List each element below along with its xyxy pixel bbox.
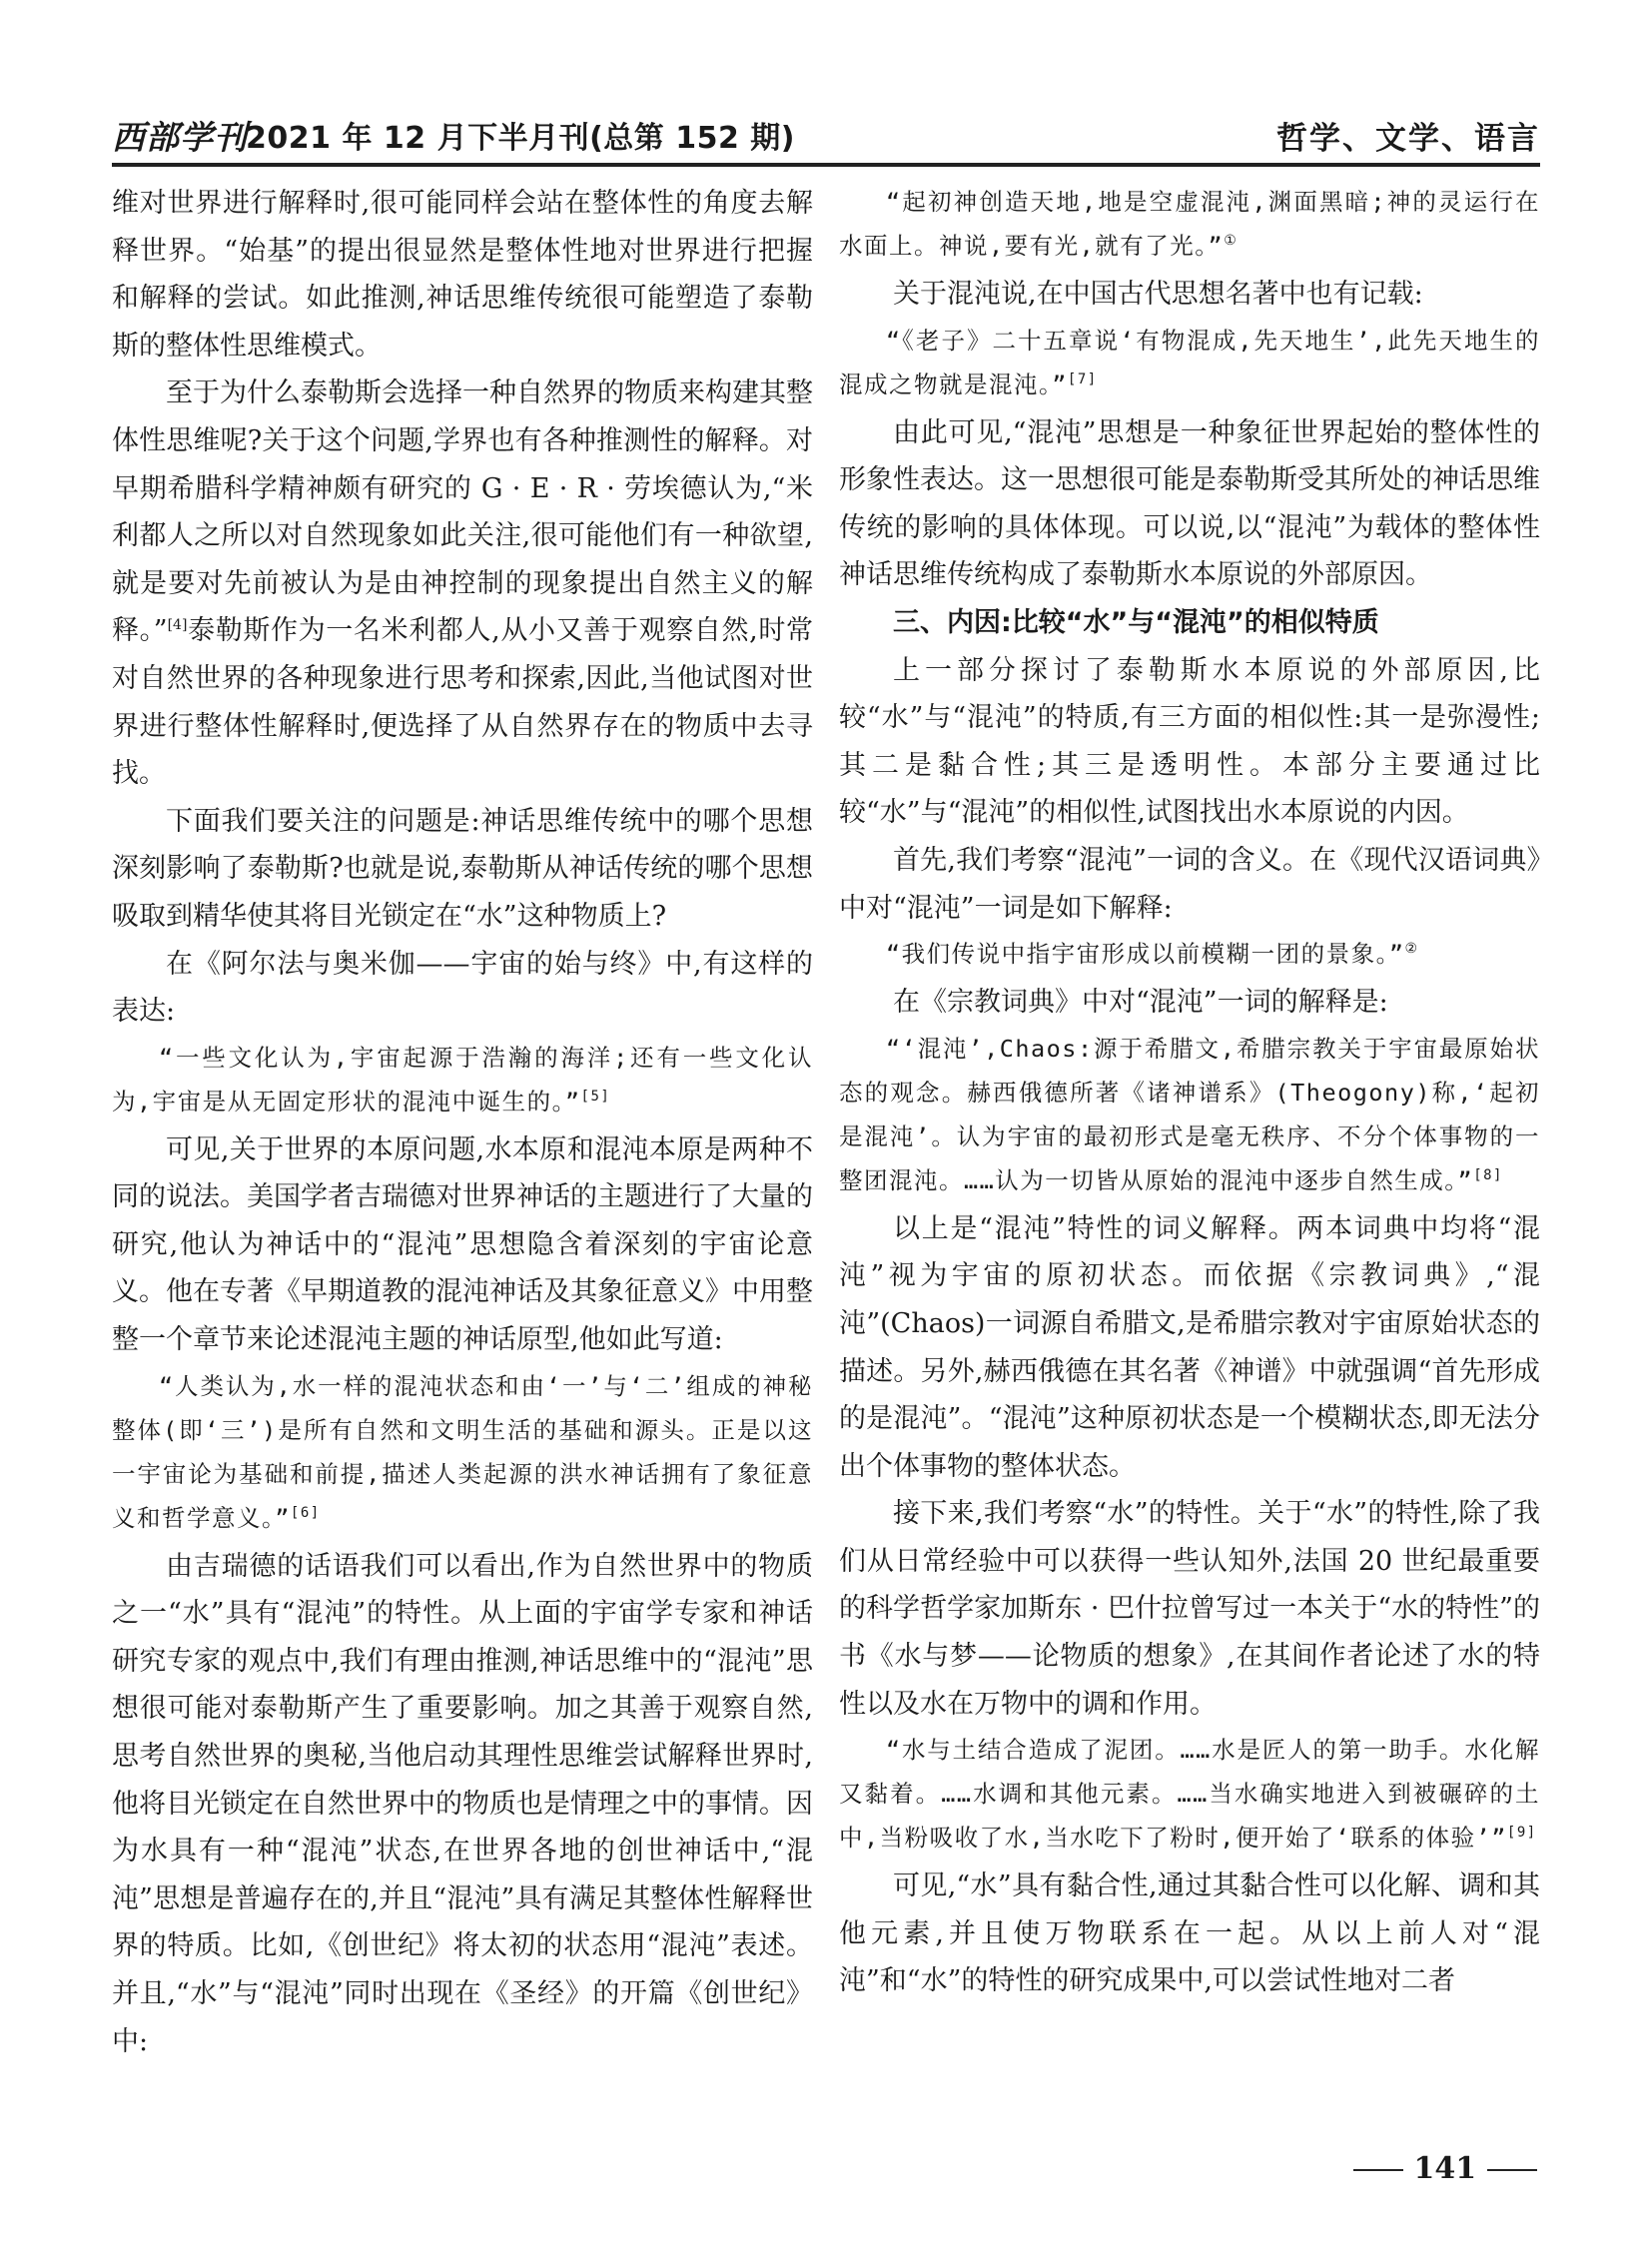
paragraph (839, 409, 1540, 599)
left-column (112, 180, 813, 2065)
page-number-value: 141 (1413, 2151, 1477, 2186)
page-number-dash-left (1353, 2169, 1403, 2171)
paragraph-text: 可见,关于世界的本原问题,水本原和混沌本原是两种不同的说法。美国学者吉瑞德对世界神话的主题进行了大量的研究,他认为神话中的“混沌”思想隐含着深刻的宇宙论意义。他在专著《早期道教的混沌神话及其象征意义》中用整整一个章节来论述混沌主题的神话原型,他如此写道: (112, 1133, 813, 1356)
citation-ref: [9] (1506, 1825, 1537, 1842)
paragraph-text: “我们传说中指宇宙形成以前模糊一团的景象。” (886, 940, 1405, 969)
paragraph-text: 接下来,我们考察“水”的特性。关于“水”的特性,除了我们从日常经验中可以获得一些认知外,法国 20 世纪最重要的科学哲学家加斯东 · 巴什拉曾写过一本关于“水的特性”的书《水与梦——论物质的想象》,在其间作者论述了水的特性以及水在万物中的调和作用。 (839, 1498, 1540, 1720)
paragraph-text: 至于为什么泰勒斯会选择一种自然界的物质来构建其整体性思维呢?关于这个问题,学界也有各种推测性的解释。对早期希腊科学精神颇有研究的 G · E · R · 劳埃德认为,“米利都人之所以对自然现象如此关注,很可能他们有一种欲望,就是要对先前被认为是由神控制的现象提出自然主义的解释。” (112, 377, 813, 647)
paragraph (839, 1863, 1540, 2005)
citation-ref: [4] (167, 617, 188, 634)
paragraph (112, 180, 813, 370)
paragraph (839, 647, 1540, 837)
paragraph-text: 可见,“水”具有黏合性,通过其黏合性可以化解、调和其他元素,并且使万物联系在一起。从以上前人对“混沌”和“水”的特性的研究成果中,可以尝试性地对二者 (839, 1870, 1540, 1997)
paragraph-text: “‘混沌’,Chaos:源于希腊文,希腊宗教关于宇宙最原始状态的观念。赫西俄德所著《诸神谱系》(Theogony)称,‘起初是混沌’。认为宇宙的最初形式是毫无秩序、不分个体事物的一整团混沌。……认为一切皆从原始的混沌中逐步自然生成。” (839, 1034, 1540, 1194)
citation-ref: [5] (580, 1088, 611, 1105)
block-quote (839, 180, 1540, 268)
paragraph-text: “一些文化认为,宇宙起源于浩瀚的海洋;还有一些文化认为,宇宙是从无固定形状的混沌中诞生的。” (112, 1043, 813, 1116)
block-quote (112, 1036, 813, 1123)
paragraph-text: 在《宗教词典》中对“混沌”一词的解释是: (893, 987, 1388, 1019)
paragraph-text: 首先,我们考察“混沌”一词的含义。在《现代汉语词典》中对“混沌”一词是如下解释: (839, 844, 1540, 924)
citation-ref: ② (1404, 941, 1419, 958)
paragraph (839, 837, 1540, 932)
paragraph-text: 上一部分探讨了泰勒斯水本原说的外部原因,比较“水”与“混沌”的特质,有三方面的相似性:其一是弥漫性;其二是黏合性;其三是透明性。本部分主要通过比较“水”与“混沌”的相似性,试图找出水本原说的内因。 (839, 654, 1540, 829)
block-quote (839, 1027, 1540, 1202)
paragraph (112, 1126, 813, 1364)
paragraph (112, 941, 813, 1036)
page-number-dash-right (1487, 2169, 1537, 2171)
citation-ref: [6] (290, 1504, 321, 1521)
paragraph-text: “《老子》二十五章说‘有物混成,先天地生’,此先天地生的混成之物就是混沌。” (839, 326, 1540, 398)
page-number (1353, 2151, 1537, 2186)
paragraph (112, 370, 813, 797)
paragraph-text: 下面我们要关注的问题是:神话思维传统中的哪个思想深刻影响了泰勒斯?也就是说,泰勒斯从神话传统的哪个思想吸取到精华使其将目光锁定在“水”这种物质上? (112, 805, 813, 932)
paragraph-text: “水与土结合造成了泥团。……水是匠人的第一助手。水化解又黏着。……水调和其他元素。……当水确实地进入到被碾碎的土中,当粉吸收了水,当水吃下了粉时,便开始了‘联系的体验’” (839, 1736, 1540, 1853)
paragraph-text: 以上是“混沌”特性的词义解释。两本词典中均将“混沌”视为宇宙的原初状态。而依据《宗教词典》,“混沌”(Chaos)一词源自希腊文,是希腊宗教对宇宙原始状态的描述。另外,赫西俄德在其名著《神谱》中就强调“首先形成的是混沌”。“混沌”这种原初状态是一个模糊状态,即无法分出个体事物的整体状态。 (839, 1212, 1540, 1482)
citation-ref: ① (1224, 233, 1239, 250)
journal-title: 西部学刊 (112, 118, 248, 157)
section-heading (839, 599, 1540, 647)
paragraph (839, 271, 1540, 319)
paragraph-text: “人类认为,水一样的混沌状态和由‘一’与‘二’组成的神秘整体(即‘三’)是所有自然和文明生活的基础和源头。正是以这一宇宙论为基础和前提,描述人类起源的洪水神话拥有了象征意义和哲学意义。” (112, 1371, 813, 1532)
paragraph-text: 在《阿尔法与奥米伽——宇宙的始与终》中,有这样的表达: (112, 948, 813, 1028)
paragraph-text: 关于混沌说,在中国古代思想名著中也有记载: (893, 279, 1423, 310)
citation-ref: [7] (1067, 371, 1098, 387)
paragraph (839, 1205, 1540, 1491)
section-title: 哲学、文学、语言 (1276, 121, 1540, 157)
paragraph-text-tail: 泰勒斯作为一名米利都人,从小又善于观察自然,时常对自然世界的各种现象进行思考和探索,因此,当他试图对世界进行整体性解释时,便选择了从自然界存在的物质中去寻找。 (112, 615, 813, 790)
paragraph-text: “起初神创造天地,地是空虚混沌,渊面黑暗;神的灵运行在水面上。神说,要有光,就有了光。” (839, 188, 1540, 260)
issue-info: 2021 年 12 月下半月刊(总第 152 期) (246, 121, 796, 156)
paragraph-text: 维对世界进行解释时,很可能同样会站在整体性的角度去解释世界。“始基”的提出很显然是整体性地对世界进行把握和解释的尝试。如此推测,神话思维传统很可能塑造了泰勒斯的整体性思维模式。 (112, 188, 813, 362)
header-rule (112, 163, 1540, 167)
paragraph (839, 1490, 1540, 1728)
paragraph (112, 1543, 813, 2066)
paragraph-text: 由吉瑞德的话语我们可以看出,作为自然世界中的物质之一“水”具有“混沌”的特性。从上面的宇宙学专家和神话研究专家的观点中,我们有理由推测,神话思维中的“混沌”思想很可能对泰勒斯产生了重要影响。加之其善于观察自然,思考自然世界的奥秘,当他启动其理性思维尝试解释世界时,他将目光锁定在自然世界中的物质也是情理之中的事情。因为水具有一种“混沌”状态,在世界各地的创世神话中,“混沌”思想是普遍存在的,并且“混沌”具有满足其整体性解释世界的特质。比如,《创世纪》将太初的状态用“混沌”表述。并且,“水”与“混沌”同时出现在《圣经》的开篇《创世纪》中: (112, 1550, 813, 2057)
paragraph (112, 798, 813, 941)
page-header (112, 108, 1540, 162)
citation-ref: [8] (1473, 1166, 1503, 1183)
block-quote (112, 1364, 813, 1540)
block-quote (839, 1728, 1540, 1860)
right-column (839, 180, 1540, 2005)
paragraph-text: 三、内因:比较“水”与“混沌”的相似特质 (893, 606, 1379, 638)
paragraph (839, 979, 1540, 1027)
block-quote (839, 932, 1540, 976)
paragraph-text: 由此可见,“混沌”思想是一种象征世界起始的整体性的形象性表达。这一思想很可能是泰勒斯受其所处的神话思维传统的影响的具体体现。可以说,以“混沌”为载体的整体性神话思维传统构成了泰勒斯水本原说的外部原因。 (839, 416, 1540, 591)
block-quote (839, 319, 1540, 406)
